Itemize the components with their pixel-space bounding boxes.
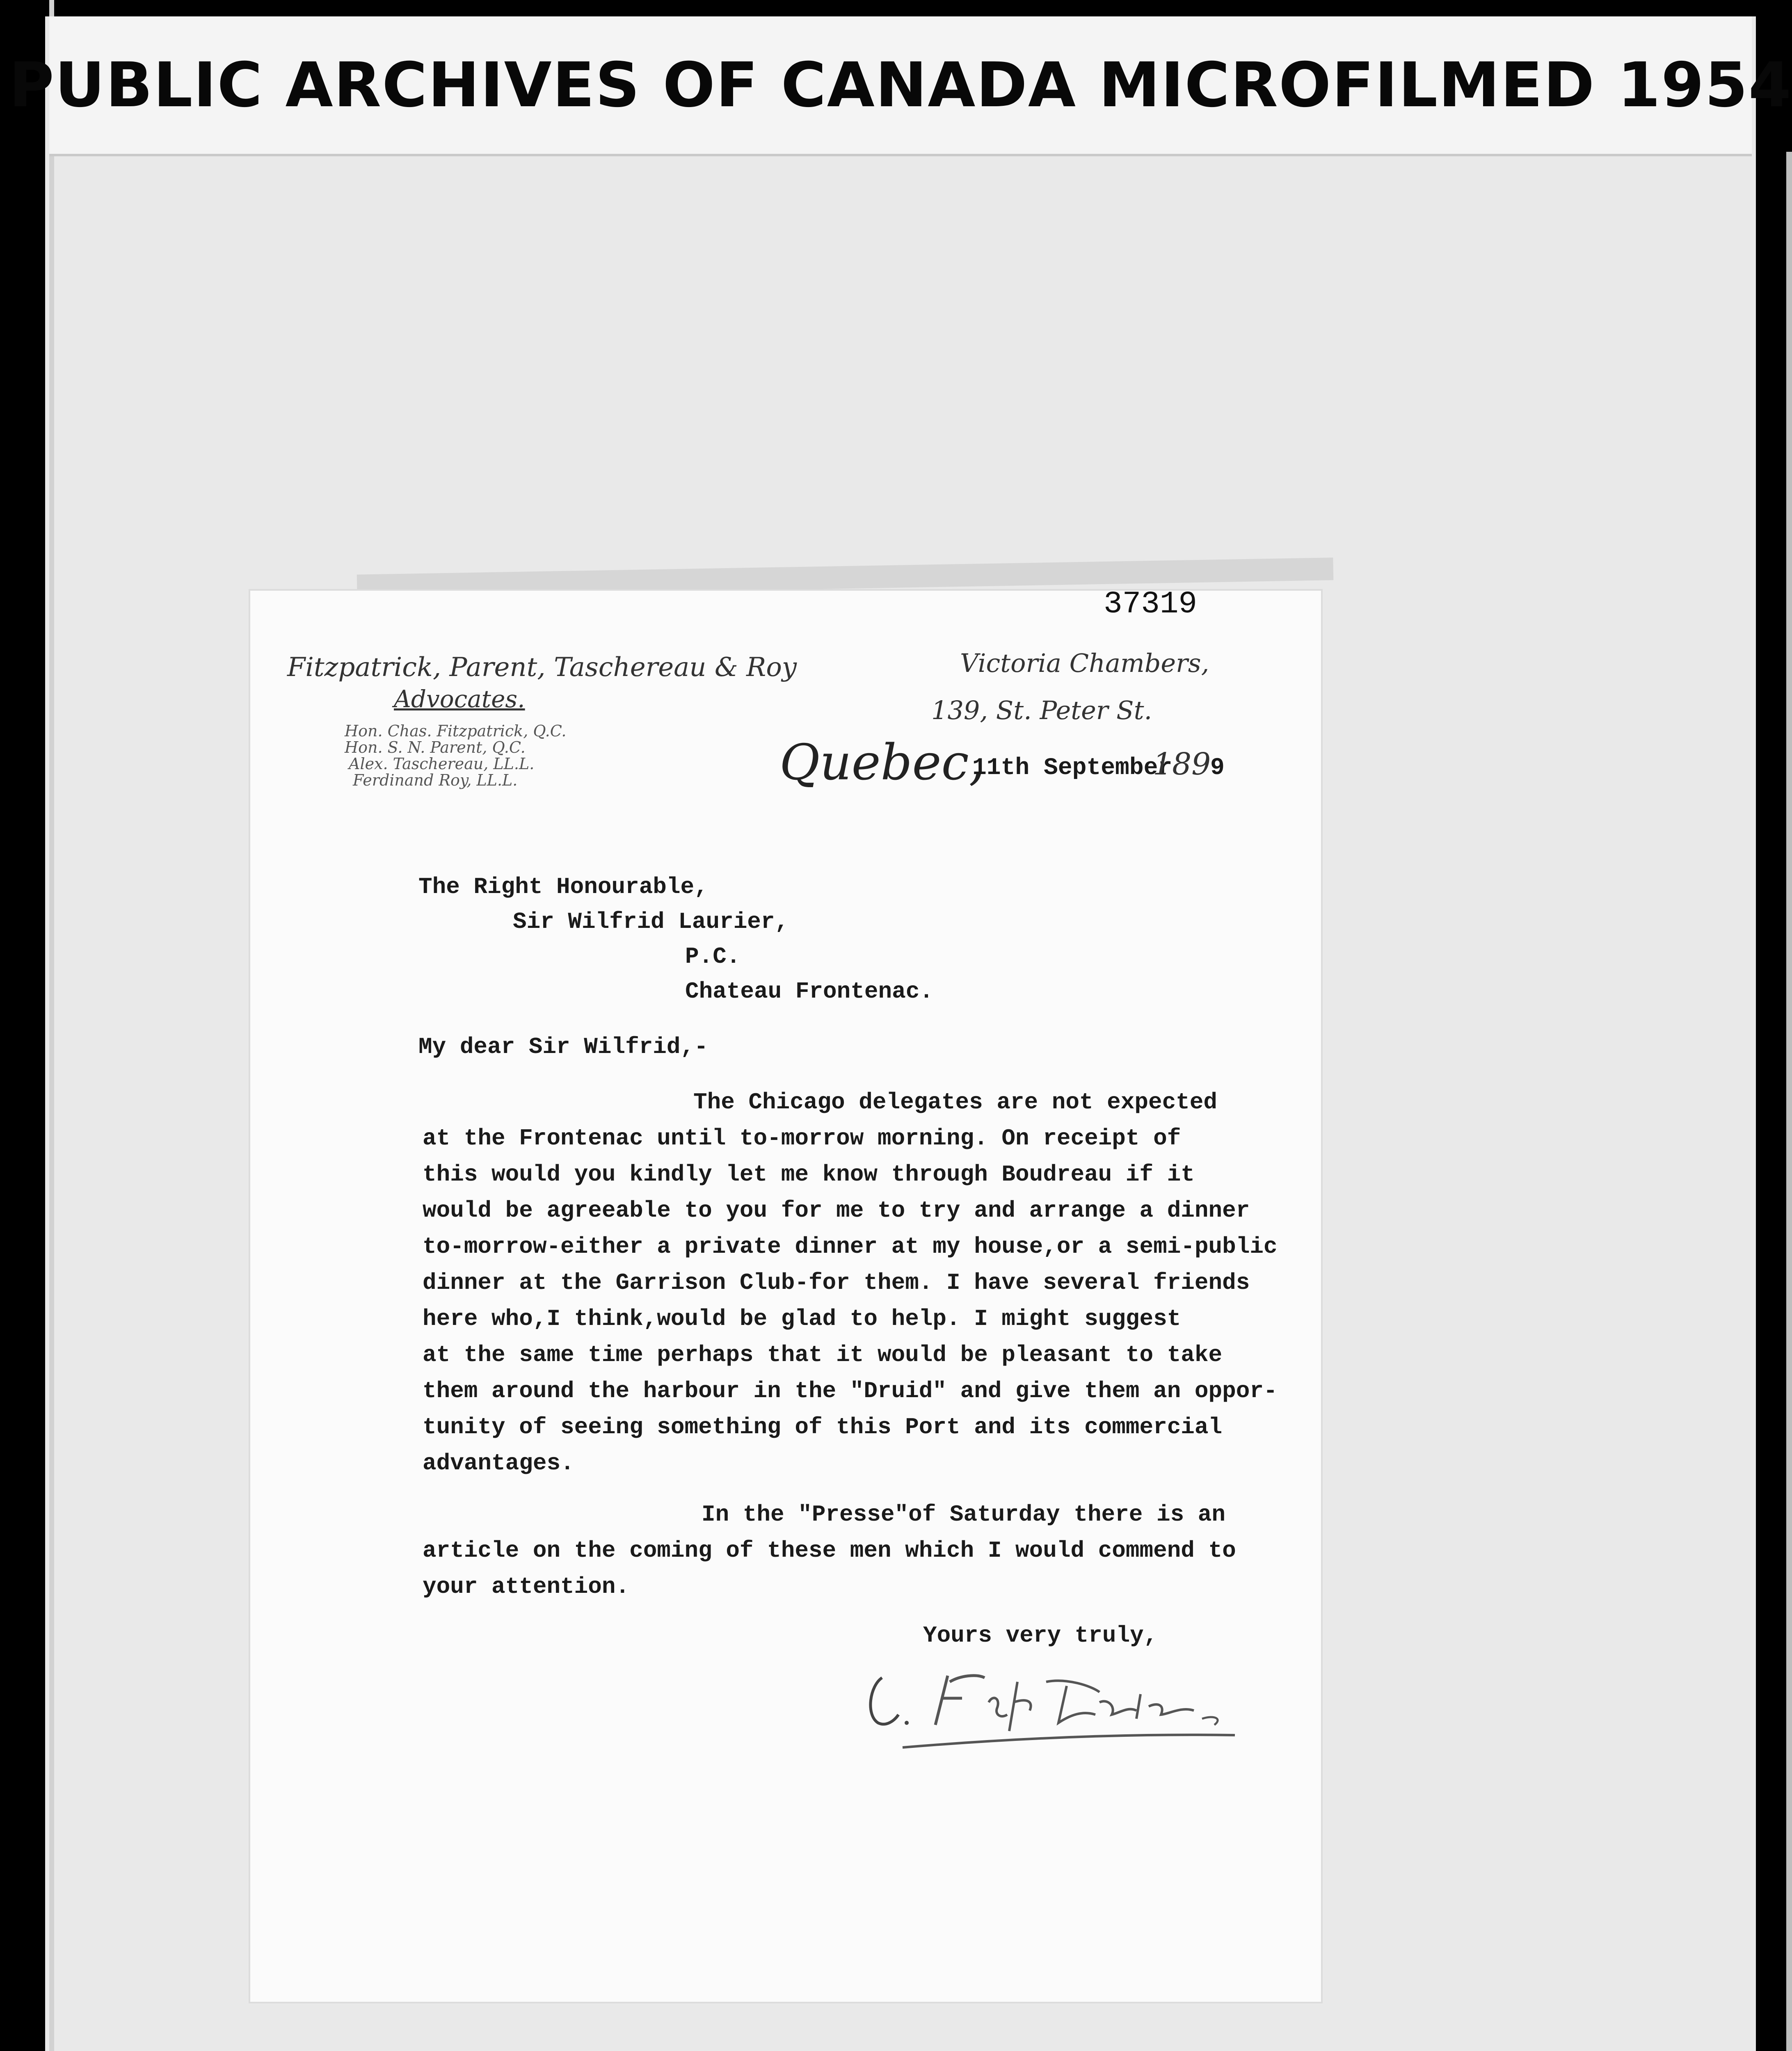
address-line: P.C. [685, 943, 741, 970]
address-line: The Right Honourable, [418, 874, 708, 900]
body-line: here who,I think,would be glad to help. I might suggest [423, 1306, 1181, 1332]
document-number: 37319 [1104, 587, 1198, 622]
letterhead-building: Victoria Chambers, [960, 648, 1209, 678]
body-line: at the Frontenac until to-morrow morning. On receipt of [423, 1125, 1181, 1151]
body-line: dinner at the Garrison Club-for them. I have several friends [423, 1270, 1250, 1296]
body-line: advantages. [423, 1450, 574, 1476]
body-line: to-morrow-either a private dinner at my house,or a semi-public [423, 1233, 1278, 1260]
letterhead-firm-role: Advocates. [394, 685, 525, 713]
body-line: this would you kindly let me know through Boudreau if it [423, 1161, 1195, 1188]
body-line: at the same time perhaps that it would be pleasant to take [423, 1342, 1223, 1368]
body-line: would be agreeable to you for me to try and arrange a dinner [423, 1197, 1250, 1224]
letter-year-typed: 9 [1210, 755, 1225, 781]
archive-header-banner [9, 16, 1792, 156]
salutation: My dear Sir Wilfrid,- [418, 1034, 708, 1060]
body-line: tunity of seeing something of this Port and its commercial [423, 1414, 1223, 1440]
body-line: article on the coming of these men which I would commend to [423, 1537, 1236, 1564]
mount-board-left-edge [49, 0, 54, 2051]
letterhead-partner: Ferdinand Roy, LL.L. [353, 771, 518, 789]
handwritten-signature [853, 1653, 1264, 1760]
body-line: them around the harbour in the "Druid" and give them an oppor- [423, 1378, 1278, 1404]
letterhead-city: Quebec, [779, 734, 985, 791]
letter-date: 11th September [972, 755, 1173, 781]
body-line: The Chicago delegates are not expected [693, 1089, 1218, 1115]
closing: Yours very truly, [923, 1622, 1158, 1649]
letter-year-printed: 189 [1153, 747, 1211, 782]
archive-header-title: PUBLIC ARCHIVES OF CANADA MICROFILMED 1954 [9, 49, 1792, 121]
letterhead-firm-name: Fitzpatrick, Parent, Taschereau & Roy [287, 652, 797, 683]
address-line: Sir Wilfrid Laurier, [513, 909, 789, 935]
body-line: In the "Presse"of Saturday there is an [702, 1501, 1226, 1528]
address-line: Chateau Frontenac. [685, 978, 933, 1005]
body-line: your attention. [423, 1574, 630, 1600]
letterhead-street: 139, St. Peter St. [931, 695, 1152, 725]
letter-sheet [250, 587, 1321, 2002]
letterhead-partner: Hon. S. N. Parent, Q.C. [345, 738, 526, 756]
mount-board-right-edge [1786, 152, 1792, 2051]
letterhead-partner: Hon. Chas. Fitzpatrick, Q.C. [345, 722, 567, 740]
letterhead-partner: Alex. Taschereau, LL.L. [349, 755, 535, 773]
